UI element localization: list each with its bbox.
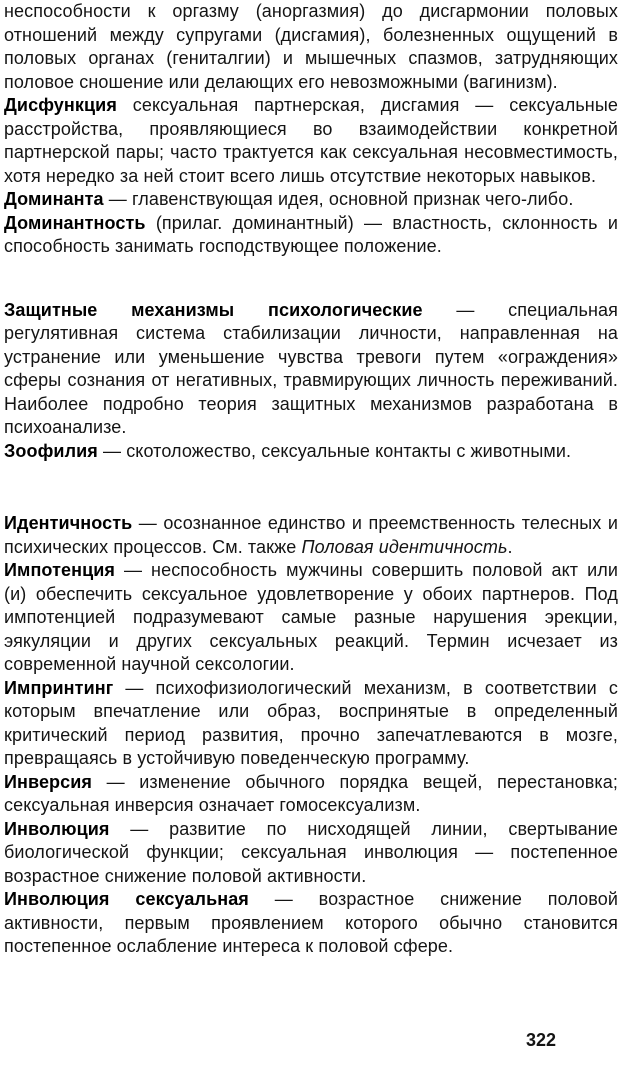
page-number: 322 [526, 1030, 557, 1050]
dictionary-entry-zoophilia [4, 440, 618, 464]
entry-term: Дисфункция [4, 95, 117, 115]
entry-body: — развитие по нисходящей линии, свертывание биологической функции; сексуальная инволюция — постепенное возрастное снижение половой активности. [4, 818, 618, 886]
entry-term: Импотенция [4, 560, 116, 580]
cross-reference: Половая идентичность [301, 536, 508, 557]
entry-term: Доминанта [4, 189, 104, 209]
entry-continuation [4, 0, 618, 94]
entry-term: Инверсия [4, 771, 93, 792]
dictionary-entry-identity [4, 512, 618, 559]
entry-body: — изменение обычного порядка вещей, перестановка; сексуальная инверсия означает гомосексуализм. [4, 771, 618, 815]
dictionary-entry-dominanta [4, 188, 618, 212]
dictionary-entry-inversion [4, 771, 618, 818]
entry-body: — скотоложество, сексуальные контакты с животными. [97, 440, 572, 461]
entry-term: Доминантность [4, 212, 146, 233]
entry-body: — неспособность мужчины совершить половой акт или (и) обеспечить сексуальное удовлетворение у обоих партнеров. Под импотенцией подразумевают самые разные нарушения эрекции, эякуляции и других сексуальных реакций. Термин исчезает из современной научной сексологии. [4, 560, 618, 674]
dictionary-entry-imprinting [4, 677, 618, 771]
dictionary-entry-dominantnost [4, 212, 618, 259]
entry-term: Импринтинг [4, 677, 114, 698]
entry-body: — осознанное единство и преемственность телесных и психических процессов. См. также [4, 513, 618, 557]
entry-body: сексуальная партнерская, дисгамия — сексуальные расстройства, проявляющиеся во взаимодействии конкретной партнерской пары; часто трактуется как сексуальная несовместимость, хотя нередко за ней стоит всего лишь отсутствие некоторых навыков. [4, 95, 618, 186]
book-page [4, 0, 618, 1080]
entry-tail: . [507, 536, 513, 557]
dictionary-entry-involution [4, 818, 618, 889]
entry-body: — возрастное снижение половой активности, первым проявлением которого обычно становится постепенное ослабление интереса к половой сфере. [4, 889, 618, 956]
dictionary-entry-defense-mechanisms [4, 299, 618, 440]
entry-body: — психофизиологический механизм, в соответствии с которым впечатление или образ, воспринятые в определенный критический период развития, прочно запечатлеваются в мозге, превращаясь в устойчивую поведенческую программу. [4, 677, 618, 768]
entry-term: Защитные механизмы психологические [4, 299, 423, 320]
entry-body: (прилаг. доминантный) — властность, склонность и способность занимать господствующее положение. [4, 212, 618, 256]
entry-term: Идентичность [4, 513, 133, 533]
entry-body: — главенствующая идея, основной признак чего-либо. [103, 189, 574, 209]
dictionary-entry-dysfunction [4, 94, 618, 188]
entry-body: неспособности к оргазму (аноргазмия) до дисгармонии половых отношений между супругами (дисгамия), болезненных ощущений в половых органах (гениталгии) и мышечных спазмов, затрудняющих половое сношение или делающих его невозможными (вагинизм). [4, 1, 618, 92]
dictionary-entry-impotence [4, 559, 618, 677]
entry-term: Инволюция сексуальная [4, 889, 249, 909]
entry-term: Инволюция [4, 818, 110, 839]
dictionary-entry-sexual-involution [4, 888, 618, 959]
entry-body: — специальная регулятивная система стабилизации личности, направленная на устранение или уменьшение чувства тревоги путем «ограждения» сферы сознания от негативных, травмирующих личность переживаний. Наиболее подробно теория защитных механизмов разработана в психоанализе. [4, 299, 618, 437]
entry-term: Зоофилия [4, 440, 98, 461]
